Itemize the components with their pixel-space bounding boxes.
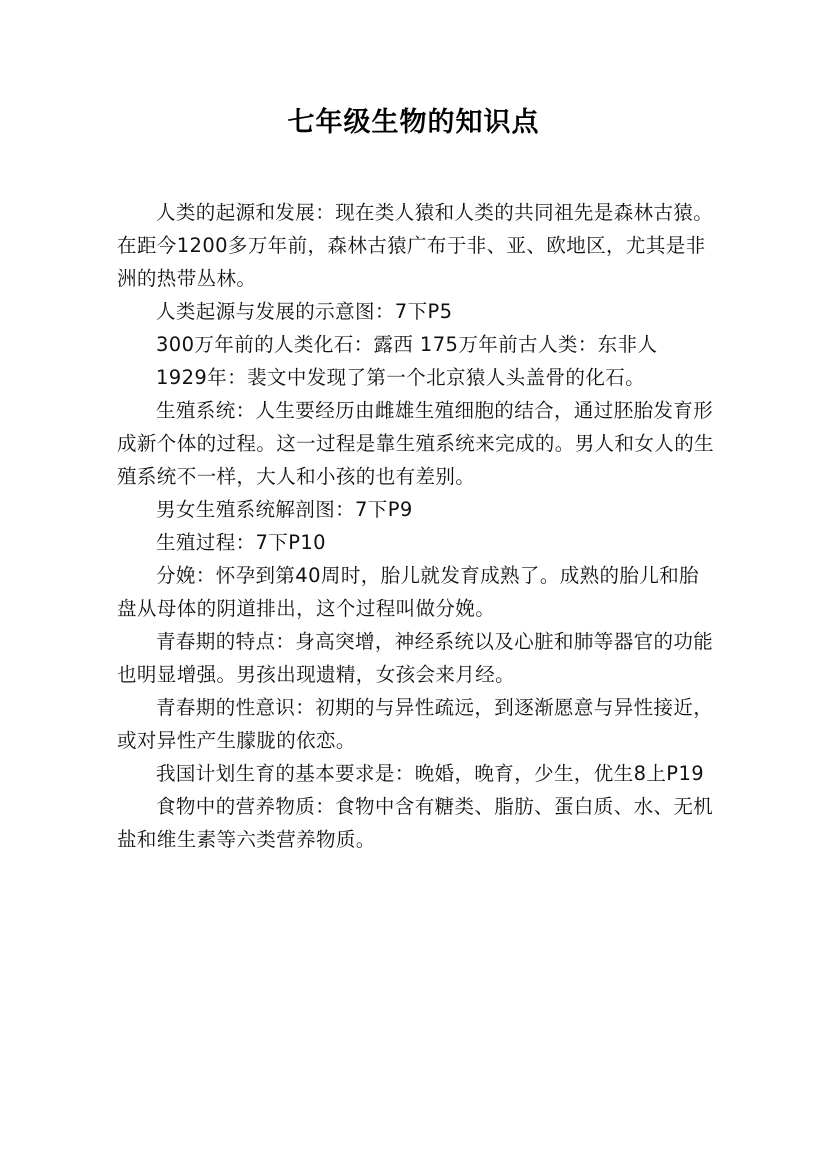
paragraph-childbirth: 分娩：怀孕到第40周时，胎儿就发育成熟了。成熟的胎儿和胎盘从母体的阴道排出，这个过程叫做分娩。	[117, 564, 700, 620]
paragraph-family-planning: 我国计划生育的基本要求是：晚婚，晚育，少生，优生8上P19	[156, 762, 705, 785]
paragraph-fossils: 300万年前的人类化石：露西 175万年前古人类：东非人	[156, 333, 658, 356]
paragraph-peking-man: 1929年：裴文中发现了第一个北京猿人头盖骨的化石。	[156, 366, 646, 389]
paragraph-puberty-awareness: 青春期的性意识：初期的与异性疏远，到逐渐愿意与异性接近，或对异性产生朦胧的依恋。	[117, 696, 714, 752]
paragraph-origin-diagram-ref: 人类起源与发展的示意图：7下P5	[156, 300, 453, 323]
paragraph-anatomy-diagram-ref: 男女生殖系统解剖图：7下P9	[156, 498, 413, 521]
paragraph-reproduction-process-ref: 生殖过程：7下P10	[156, 531, 326, 554]
paragraph-reproductive-system: 生殖系统：人生要经历由雌雄生殖细胞的结合，通过胚胎发育形成新个体的过程。这一过程是靠生殖系统来完成的。男人和女人的生殖系统不一样，大人和小孩的也有差别。	[117, 399, 715, 488]
paragraph-nutrients: 食物中的营养物质：食物中含有糖类、脂肪、蛋白质、水、无机盐和维生素等六类营养物质。	[117, 795, 714, 851]
document-title: 七年级生物的知识点	[287, 107, 540, 138]
paragraph-human-origin: 人类的起源和发展：现在类人猿和人类的共同祖先是森林古猿。在距今1200多万年前，森林古猿广布于非、亚、欧地区，尤其是非洲的热带丛林。	[117, 201, 714, 290]
paragraph-puberty-traits: 青春期的特点：身高突增，神经系统以及心脏和肺等器官的功能也明显增强。男孩出现遗精，女孩会来月经。	[117, 630, 714, 686]
document-body	[117, 196, 717, 856]
